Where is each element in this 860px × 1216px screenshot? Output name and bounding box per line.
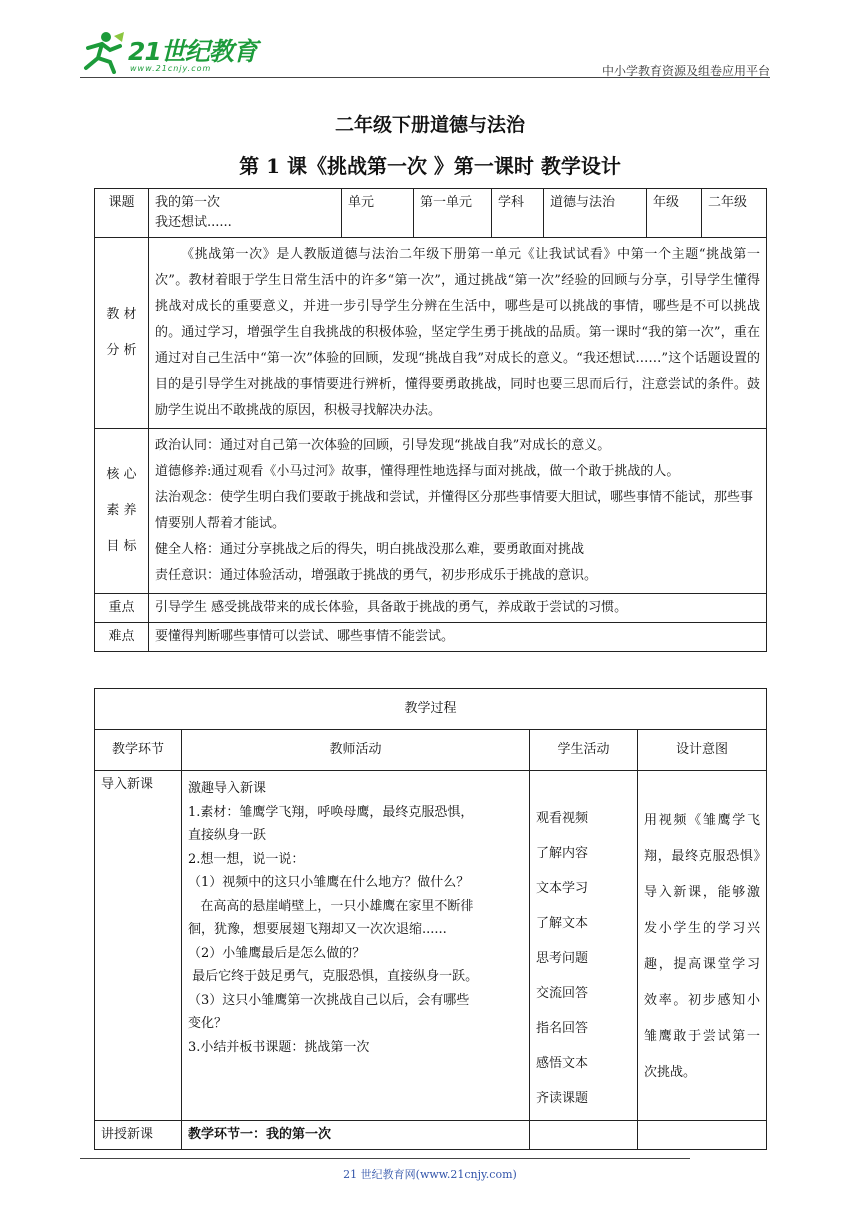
student-line: 了解文本 <box>536 916 589 931</box>
subject-value: 道德与法治 <box>544 189 647 238</box>
core-goal-item: 责任意识：通过体验活动，增强敢于挑战的勇气，初步形成乐于挑战的意识。 <box>155 568 598 583</box>
lesson-info-table <box>94 188 767 652</box>
key-point-text: 引导学生 感受挑战带来的成长体验，具备敢于挑战的勇气，养成敢于尝试的习惯。 <box>149 594 767 623</box>
core-goal-item: 健全人格：通过分享挑战之后的得失，明白挑战没那么难，要勇敢面对挑战 <box>155 542 585 557</box>
analysis-row <box>95 238 767 429</box>
core-goal-item: 道德修养:通过观看《小马过河》故事，懂得理性地选择与面对挑战，做一个敢于挑战的人。 <box>155 464 680 479</box>
topic-1: 我的第一次 <box>155 195 221 210</box>
core-goal-item: 政治认同：通过对自己第一次体验的回顾，引导发现“挑战自我”对成长的意义。 <box>155 438 611 453</box>
logo <box>80 30 257 78</box>
student-line: 指名回答 <box>536 1021 589 1036</box>
core-row <box>95 429 767 594</box>
stage-new: 讲授新课 <box>95 1121 182 1150</box>
difficulty-row <box>95 623 767 652</box>
logo-text: 21世纪教育 <box>128 37 257 66</box>
core-goals <box>149 429 767 594</box>
teacher-activity-intro <box>182 771 530 1121</box>
student-line: 思考问题 <box>536 951 589 966</box>
unit-label: 单元 <box>342 189 414 238</box>
teacher-activity-new: 教学环节一：我的第一次 <box>182 1121 530 1150</box>
key-point-row <box>95 594 767 623</box>
process-row-new <box>95 1121 767 1150</box>
page-header <box>80 30 770 82</box>
document-title: 二年级下册道德与法治 <box>334 114 525 136</box>
student-line: 感悟文本 <box>536 1056 589 1071</box>
subject-label: 学科 <box>492 189 544 238</box>
difficulty-text: 要懂得判断哪些事情可以尝试、哪些事情不能尝试。 <box>149 623 767 652</box>
teacher-line: 徊，犹豫，想要展翅飞翔却又一次次退缩...... <box>188 922 447 937</box>
teacher-line: （2）小雏鹰最后是怎么做的？ <box>188 945 366 961</box>
teacher-line: 在高高的悬崖峭壁上，一只小雄鹰在家里不断徘 <box>188 898 474 914</box>
process-row-intro <box>95 771 767 1121</box>
runner-logo-icon <box>80 30 126 74</box>
student-activity-intro <box>530 771 638 1121</box>
topic-label: 课题 <box>95 189 149 238</box>
footer-text: 21 世纪教育网(www.21cnjy.com) <box>343 1168 517 1181</box>
teacher-line: 1.素材：雏鹰学飞翔，呼唤母鹰，最终克服恐惧， <box>188 804 474 820</box>
col-student: 学生活动 <box>530 730 638 771</box>
col-design: 设计意图 <box>638 730 767 771</box>
logo-url: www.21cnjy.com <box>130 64 212 73</box>
core-label: 核 心 素 养 目 标 <box>95 429 149 594</box>
process-title-row <box>95 689 767 730</box>
core-goal-item: 法治观念：使学生明白我们要敢于挑战和尝试，并懂得区分那些事情要大胆试，哪些事情不能试，那些事情要别人帮着才能试。 <box>155 490 754 531</box>
design-intent-new <box>638 1121 767 1150</box>
student-line: 了解内容 <box>536 846 589 861</box>
teacher-line: 变化？ <box>188 1016 228 1031</box>
header-divider <box>80 77 770 78</box>
process-title: 教学过程 <box>95 689 767 730</box>
teacher-line: （3）这只小雏鹰第一次挑战自己以后，会有哪些 <box>188 992 470 1008</box>
key-point-label: 重点 <box>95 594 149 623</box>
teacher-line: 3.小结并板书课题：挑战第一次 <box>188 1039 370 1055</box>
topic-cell <box>149 189 342 238</box>
analysis-text: 《挑战第一次》是人教版道德与法治二年级下册第一单元《让我试试看》中第一个主题“挑战第一次”。教材着眼于学生日常生活中的许多“第一次”，通过挑战“第一次”经验的回顾与分享，引导学生懂得挑战对成长的重要意义，并进一步引导学生分辨在生活中，哪些是可以挑战的事情，哪些是不可以挑战的。通过学习，增强学生自我挑战的积极体验，坚定学生勇于挑战的品质。第一课时“我的第一次”，重在通过对自己生活中“第一次”体验的回顾，发现“挑战自我”对成长的意义。“我还想试……”这个话题设置的目的是引导学生对挑战的事情要进行辨析，懂得要勇敢挑战，同时也要三思而后行，注意尝试的条件。鼓励学生说出不敢挑战的原因，积极寻找解决办法。 <box>149 238 767 429</box>
col-stage: 教学环节 <box>95 730 182 771</box>
unit-value: 第一单元 <box>414 189 492 238</box>
student-line: 文本学习 <box>536 881 589 896</box>
student-line: 观看视频 <box>536 811 589 826</box>
process-header-row <box>95 730 767 771</box>
lesson-title: 第 1 课《挑战第一次 》第一课时 教学设计 <box>239 154 621 178</box>
topic-2: 我还想试...... <box>155 215 232 230</box>
teacher-line: （1）视频中的这只小雏鹰在什么地方？做什么？ <box>188 875 470 890</box>
teacher-line: 直接纵身一跃 <box>188 828 267 843</box>
teacher-line: 2.想一想，说一说： <box>188 851 305 867</box>
student-line: 齐读课题 <box>536 1091 589 1106</box>
col-teacher: 教师活动 <box>182 730 530 771</box>
teacher-line: 激趣导入新课 <box>188 781 267 796</box>
grade-value: 二年级 <box>702 189 767 238</box>
teaching-process-table <box>94 688 767 1150</box>
student-line: 交流回答 <box>536 986 589 1001</box>
student-activity-new <box>530 1121 638 1150</box>
info-row <box>95 189 767 238</box>
footer-divider <box>80 1158 690 1159</box>
difficulty-label: 难点 <box>95 623 149 652</box>
grade-label: 年级 <box>647 189 702 238</box>
platform-name: 中小学教育资源及组卷应用平台 <box>601 64 770 78</box>
design-intent-intro: 用视频《雏鹰学飞翔，最终克服恐惧》导入新课，能够激发小学生的学习兴趣，提高课堂学习效率。初步感知小雏鹰敢于尝试第一次挑战。 <box>638 771 767 1121</box>
stage-intro: 导入新课 <box>95 771 182 1121</box>
analysis-label: 教 材 分 析 <box>95 238 149 429</box>
teacher-line: 最后它终于鼓足勇气，克服恐惧，直接纵身一跃。 <box>188 969 479 984</box>
